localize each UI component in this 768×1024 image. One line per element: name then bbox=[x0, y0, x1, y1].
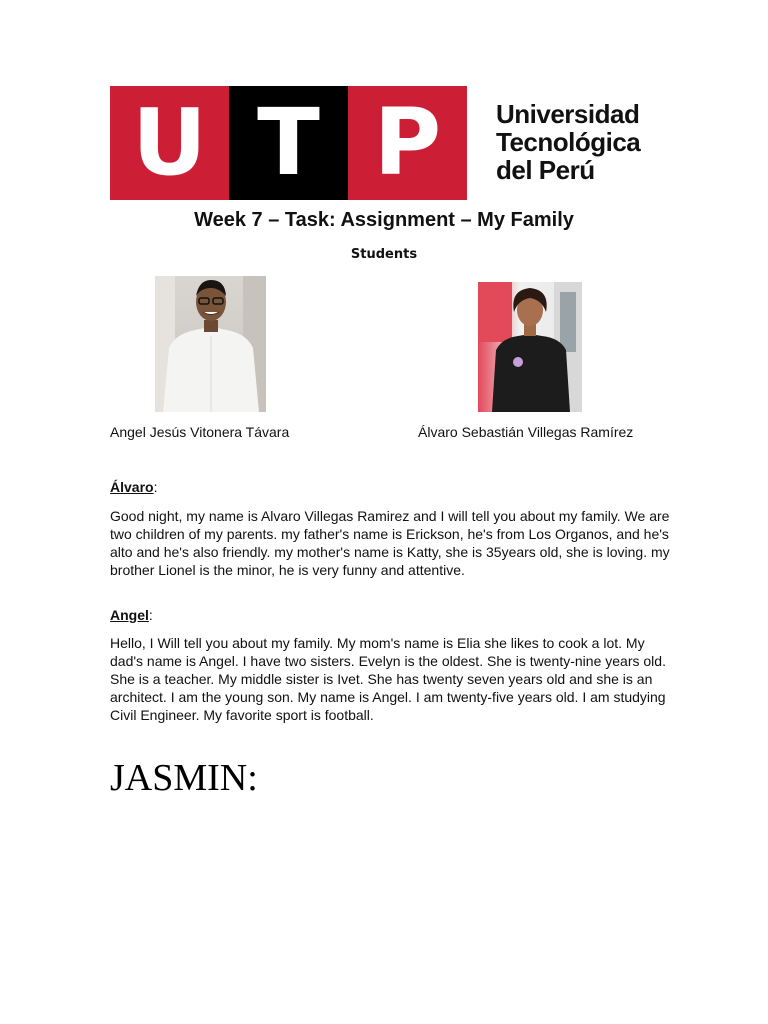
section-name: Angel bbox=[110, 607, 149, 623]
logo-letter-p: P bbox=[373, 89, 442, 196]
logo-letter-t: T bbox=[257, 89, 320, 196]
section-heading-alvaro bbox=[110, 479, 157, 495]
logo-letter-u: U bbox=[132, 89, 207, 196]
logo-box-u bbox=[110, 86, 229, 200]
section-heading-angel bbox=[110, 607, 153, 623]
person-silhouette-icon bbox=[155, 276, 266, 412]
section-colon: : bbox=[148, 607, 153, 623]
section-colon: : bbox=[153, 479, 158, 495]
logo-wordmark bbox=[496, 100, 640, 184]
section-heading-jasmin: JASMIN: bbox=[110, 757, 258, 799]
utp-logo bbox=[110, 86, 662, 200]
person-silhouette-icon bbox=[478, 282, 582, 412]
page-title: Week 7 – Task: Assignment – My Family bbox=[194, 209, 574, 231]
student-name-alvaro: Álvaro Sebastián Villegas Ramírez bbox=[418, 424, 634, 440]
page-subtitle: Students bbox=[350, 247, 418, 262]
student-photo-angel bbox=[155, 276, 266, 412]
logo-line-3: del Perú bbox=[496, 155, 595, 185]
section-text-alvaro: Good night, my name is Alvaro Villegas Ramirez and I will tell you about my family. We are two children of my parents. my father's name is Erickson, he's from Los Organos, and he's alto and he's also friendly. my mother's name is Katty, she is 35years old, she is loving. my brother Lionel is the minor, he is very funny and attentive. bbox=[110, 508, 670, 578]
logo-line-1: Universidad bbox=[496, 99, 640, 129]
logo-box-t bbox=[229, 86, 348, 200]
student-photo-alvaro bbox=[478, 282, 582, 412]
section-text-angel: Hello, I Will tell you about my family. My mom's name is Elia she likes to cook a lot. My dad's name is Angel. I have two sisters. Evelyn is the oldest. She is twenty-nine years old. She is a teacher. My middle sister is Ivet. She has twenty seven years old and she is an architect. I am the young son. My name is Angel. I am twenty-five years old. I am studying Civil Engineer. My favorite sport is football. bbox=[110, 635, 666, 723]
logo-box-p bbox=[348, 86, 467, 200]
section-name: Álvaro bbox=[110, 479, 154, 495]
logo-line-2: Tecnológica bbox=[496, 127, 641, 157]
student-name-angel: Angel Jesús Vitonera Távara bbox=[110, 424, 290, 440]
